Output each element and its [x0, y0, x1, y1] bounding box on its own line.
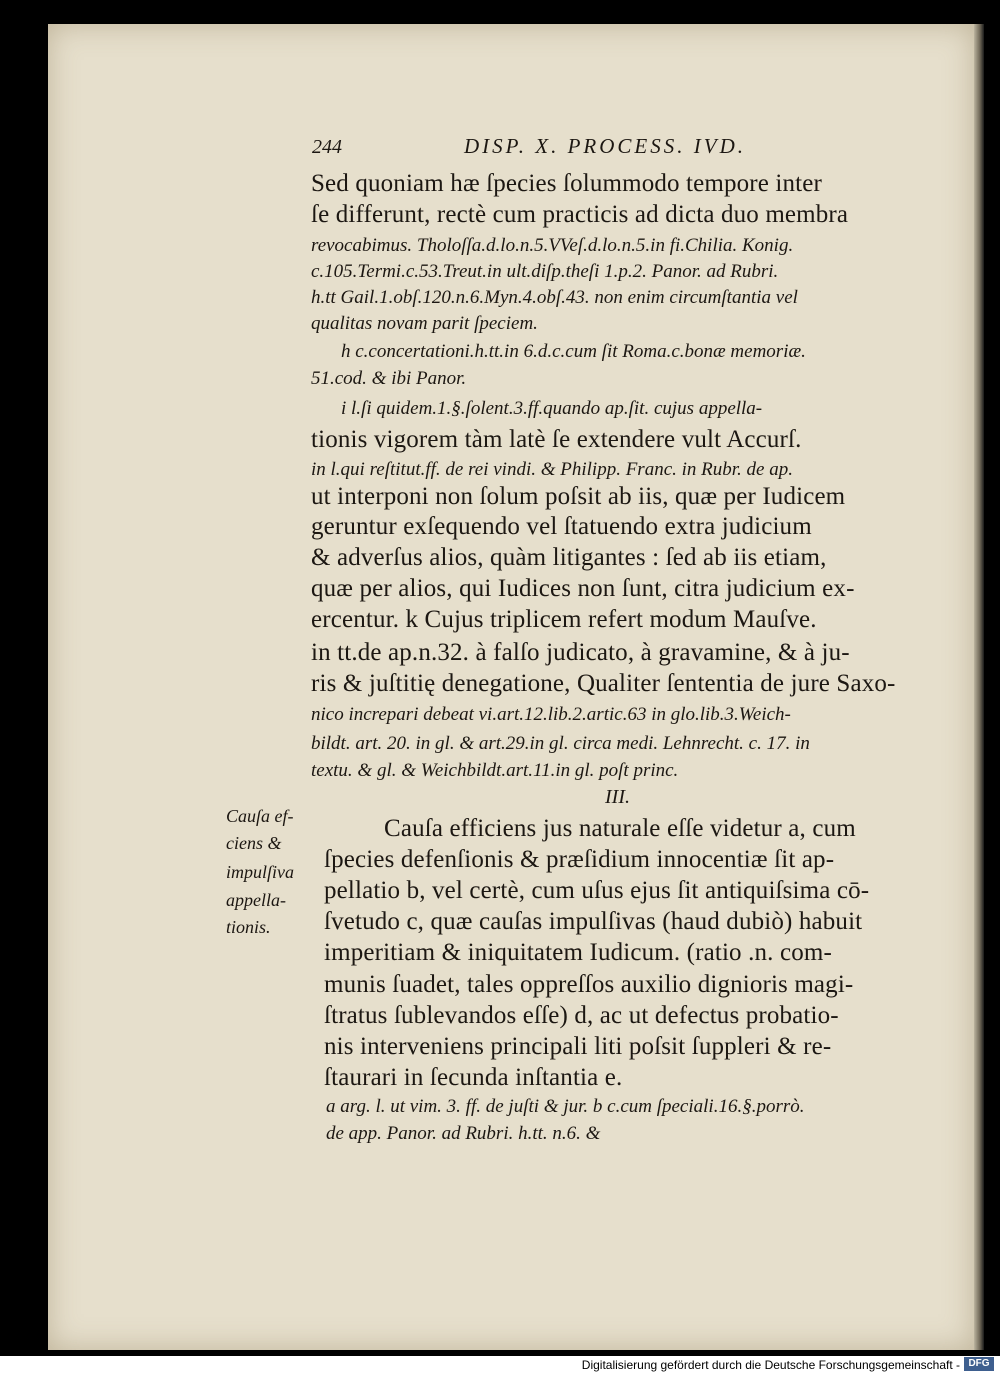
section-line: ſtaurari in ſecunda inſtantia e.	[324, 1064, 623, 1091]
section-line: ſtratus ſublevandos eſſe) d, ac ut defectus probatio-	[324, 1002, 839, 1029]
section-line: munis ſuadet, tales oppreſſos auxilio dignioris magi-	[324, 971, 854, 998]
dfg-logo-icon: DFG	[964, 1357, 994, 1371]
section-line: ſpecies defenſionis & præſidium innocentiæ ſit ap-	[324, 846, 835, 873]
body-line: & adverſus alios, quàm litigantes : ſed ab iis etiam,	[311, 544, 827, 571]
body-line: in tt.de ap.n.32. à falſo judicato, à gravamine, & à ju-	[311, 639, 850, 666]
body-line: quæ per alios, qui Iudices non ſunt, citra judicium ex-	[311, 575, 855, 602]
marginal-note: tionis.	[226, 917, 271, 937]
body-line: in l.qui reſtitut.ff. de rei vindi. & Philipp. Franc. in Rubr. de ap.	[311, 459, 793, 480]
body-line: ſe differunt, rectè cum practicis ad dicta duo membra	[311, 201, 849, 228]
body-line: ris & juſtitię denegatione, Qualiter ſententia de jure Saxo-	[311, 670, 896, 697]
body-line: textu. & gl. & Weichbildt.art.11.in gl. poſt princ.	[311, 760, 679, 781]
section-line: imperitiam & iniquitatem Iudicum. (ratio .n. com-	[324, 939, 832, 966]
body-line: bildt. art. 20. in gl. & art.29.in gl. circa medi. Lehnrecht. c. 17. in	[311, 733, 810, 754]
footnote-line: 51.cod. & ibi Panor.	[311, 368, 467, 389]
footnote-line: i l.ſi quidem.1.§.ſolent.3.ff.quando ap.ſit. cujus appella-	[341, 398, 763, 419]
section-line: nis interveniens principali liti poſsit ſuppleri & re-	[324, 1033, 832, 1060]
body-line: h.tt Gail.1.obſ.120.n.6.Myn.4.obſ.43. non enim circumſtantia vel	[311, 287, 798, 308]
body-line: qualitas novam parit ſpeciem.	[311, 313, 538, 334]
body-line: nico increpari debeat vi.art.12.lib.2.artic.63 in glo.lib.3.Weich-	[311, 704, 791, 725]
body-line: ercentur. k Cujus triplicem refert modum Mauſve.	[311, 606, 817, 633]
body-line: geruntur exſequendo vel ſtatuendo extra judicium	[311, 513, 812, 540]
section-line: ſvetudo c, quæ cauſas impulſivas (haud dubiò) habuit	[324, 908, 863, 935]
body-line: Sed quoniam hæ ſpecies ſolummodo tempore inter	[311, 170, 822, 197]
footer-credit: Digitalisierung gefördert durch die Deutsche Forschungsgemeinschaft -	[581, 1358, 960, 1372]
page-edge	[974, 24, 984, 1350]
section-line: Cauſa efficiens jus naturale eſſe videtur a, cum	[384, 815, 856, 842]
marginal-note: impulſiva	[226, 862, 294, 882]
body-line: c.105.Termi.c.53.Treut.in ult.diſp.theſi 1.p.2. Panor. ad Rubri.	[311, 261, 779, 282]
running-title: DISP. X. PROCESS. IVD.	[464, 134, 746, 158]
marginal-note: appella-	[226, 890, 286, 910]
section-line: pellatio b, vel certè, cum uſus ejus ſit antiquiſsima cō-	[324, 877, 870, 904]
body-line: tionis vigorem tàm latè ſe extendere vult Accurſ.	[311, 426, 802, 453]
footnote-line: h c.concertationi.h.tt.in 6.d.c.cum ſit Roma.c.bonæ memoriæ.	[341, 341, 806, 362]
page-number: 244	[312, 136, 342, 158]
body-line: ut interponi non ſolum poſsit ab iis, quæ per Iudicem	[311, 483, 846, 510]
marginal-note: Cauſa ef-	[226, 806, 294, 826]
section-number: III.	[605, 786, 630, 808]
marginal-note: ciens &	[226, 833, 282, 853]
footnote-line: de app. Panor. ad Rubri. h.tt. n.6. &	[326, 1123, 601, 1144]
body-line: revocabimus. Tholoſſa.d.lo.n.5.VVeſ.d.lo.n.5.in fi.Chilia. Konig.	[311, 235, 794, 256]
footnote-line: a arg. l. ut vim. 3. ff. de juſti & jur. b c.cum ſpeciali.16.§.porrò.	[326, 1096, 805, 1117]
